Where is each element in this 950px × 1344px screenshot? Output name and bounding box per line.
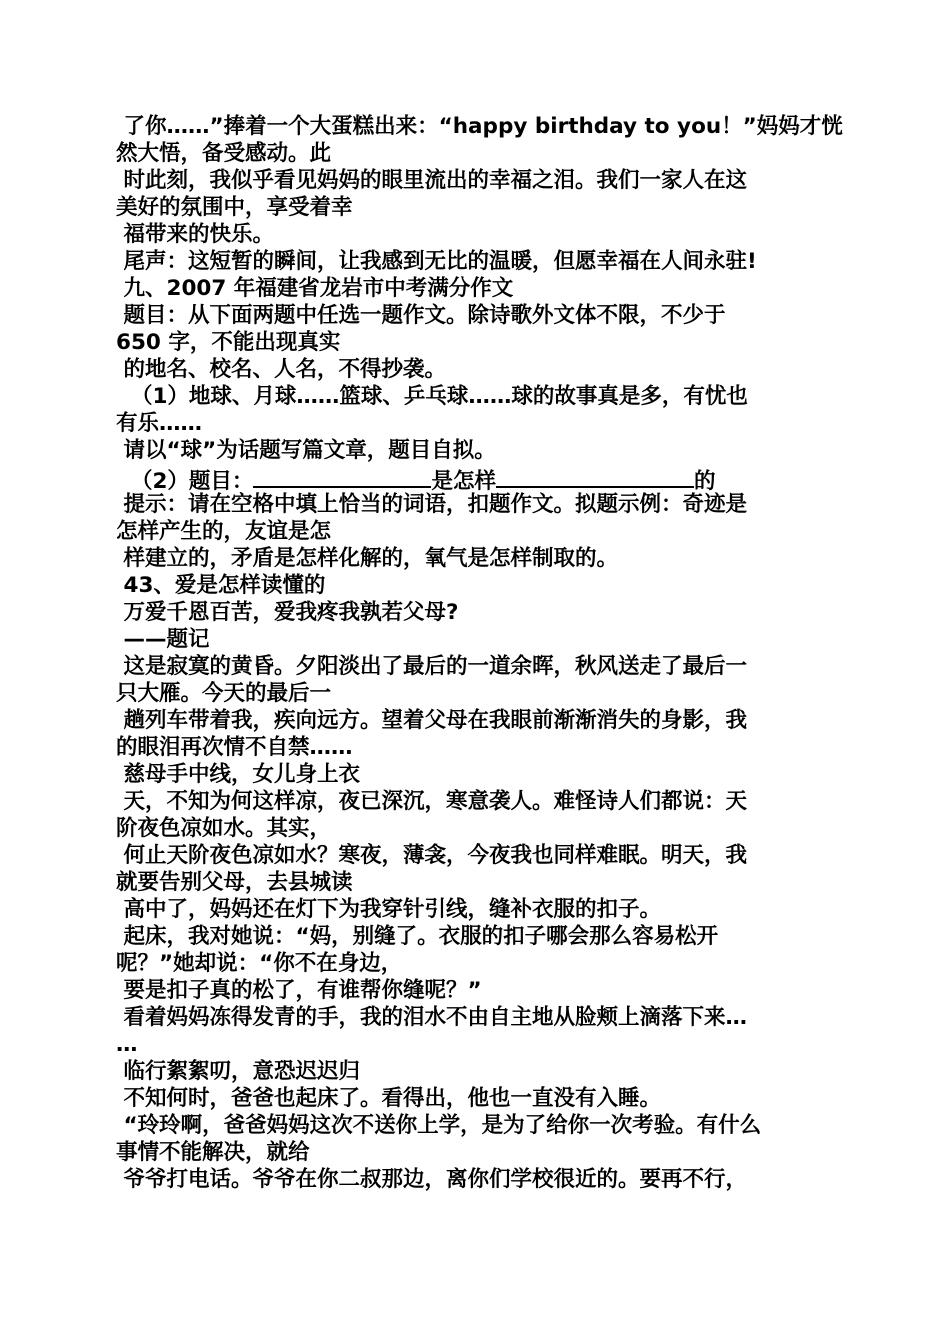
- text-line: 只大雁。今天的最后一: [116, 681, 332, 706]
- text-line: 看着妈妈冻得发青的手，我的泪水不由自主地从脸颊上滴落下来…: [116, 1005, 747, 1030]
- text-line: 美好的氛围中，享受着幸: [116, 195, 353, 220]
- text-line: 有乐……: [116, 411, 203, 436]
- text-line: （1）地球、月球……篮球、乒乓球……球的故事真是多，有忧也: [116, 384, 748, 409]
- text-line: 尾声：这短暂的瞬间，让我感到无比的温暖，但愿幸福在人间永驻!: [116, 249, 757, 274]
- text-line: 650 字，不能出现真实: [116, 330, 341, 355]
- question-2-middle: 是怎样: [431, 469, 496, 494]
- text-line: 就要告别父母，去县城读: [116, 870, 353, 895]
- text-line: 何止天阶夜色凉如水？寒夜，薄衾，今夜我也同样难眠。明天，我: [116, 843, 747, 868]
- text-line: 了你……”捧着一个大蛋糕出来：“happy birthday to you！”妈妈才恍: [116, 114, 843, 139]
- question-2-prefix: （2）题目：: [116, 469, 254, 494]
- subheading: 临行絮絮叨，意恐迟迟归: [116, 1059, 360, 1084]
- text-line: 不知何时，爸爸也起床了。看得出，他也一直没有入睡。: [116, 1086, 661, 1111]
- text-line: …: [116, 1032, 138, 1057]
- text-line: 的地名、校名、人名，不得抄袭。: [116, 357, 446, 382]
- text-line: 事情不能解决，就给: [116, 1140, 310, 1165]
- text-line: 福带来的快乐。: [116, 222, 274, 247]
- text-line: 趟列车带着我，疾向远方。望着父母在我眼前渐渐消失的身影，我: [116, 708, 747, 733]
- section-heading: 九、2007 年福建省龙岩市中考满分作文: [116, 276, 514, 301]
- fill-blank-1: [253, 464, 431, 488]
- text-line: 提示：请在空格中填上恰当的词语，扣题作文。拟题示例：奇迹是: [116, 492, 747, 517]
- text-line: 样建立的，矛盾是怎样化解的，氧气是怎样制取的。: [116, 546, 618, 571]
- fill-blank-2: [496, 464, 694, 488]
- text-line: 呢？”她却说：“你不在身边，: [116, 951, 403, 976]
- question-2-line: [116, 464, 836, 494]
- text-line: 高中了，妈妈还在灯下为我穿针引线，缝补衣服的扣子。: [116, 897, 661, 922]
- text-line: 要是扣子真的松了，有谁帮你缝呢？”: [116, 978, 482, 1003]
- text-line: 请以“球”为话题写篇文章，题目自拟。: [116, 438, 496, 463]
- text-line: 时此刻，我似乎看见妈妈的眼里流出的幸福之泪。我们一家人在这: [116, 168, 747, 193]
- epigraph: 万爱千恩百苦，爱我疼我孰若父母?: [116, 600, 459, 625]
- text-line: 这是寂寞的黄昏。夕阳淡出了最后的一道余晖，秋风送走了最后一: [116, 654, 747, 679]
- question-2-suffix: 的: [693, 469, 716, 494]
- text-line: 题目：从下面两题中任选一题作文。除诗歌外文体不限，不少于: [116, 303, 726, 328]
- text-line: 爷爷打电话。爷爷在你二叔那边，离你们学校很近的。要再不行，: [116, 1167, 747, 1192]
- text-line: 天，不知为何这样凉，夜已深沉，寒意袭人。难怪诗人们都说：天: [116, 789, 747, 814]
- text-line: 然大悟，备受感动。此: [116, 141, 332, 166]
- text-line: 阶夜色凉如水。其实，: [116, 816, 332, 841]
- document-page: [116, 113, 843, 1193]
- essay-title: 43、爱是怎样读懂的: [116, 573, 326, 598]
- epigraph-attribution: ——题记: [116, 627, 210, 652]
- subheading: 慈母手中线，女儿身上衣: [116, 762, 360, 787]
- text-line: 起床，我对她说：“妈，别缝了。衣服的扣子哪会那么容易松开: [116, 924, 719, 949]
- text-line: 怎样产生的，友谊是怎: [116, 519, 332, 544]
- text-line: 的眼泪再次情不自禁……: [116, 735, 353, 760]
- text-line: “玲玲啊，爸爸妈妈这次不送你上学，是为了给你一次考验。有什么: [116, 1113, 762, 1138]
